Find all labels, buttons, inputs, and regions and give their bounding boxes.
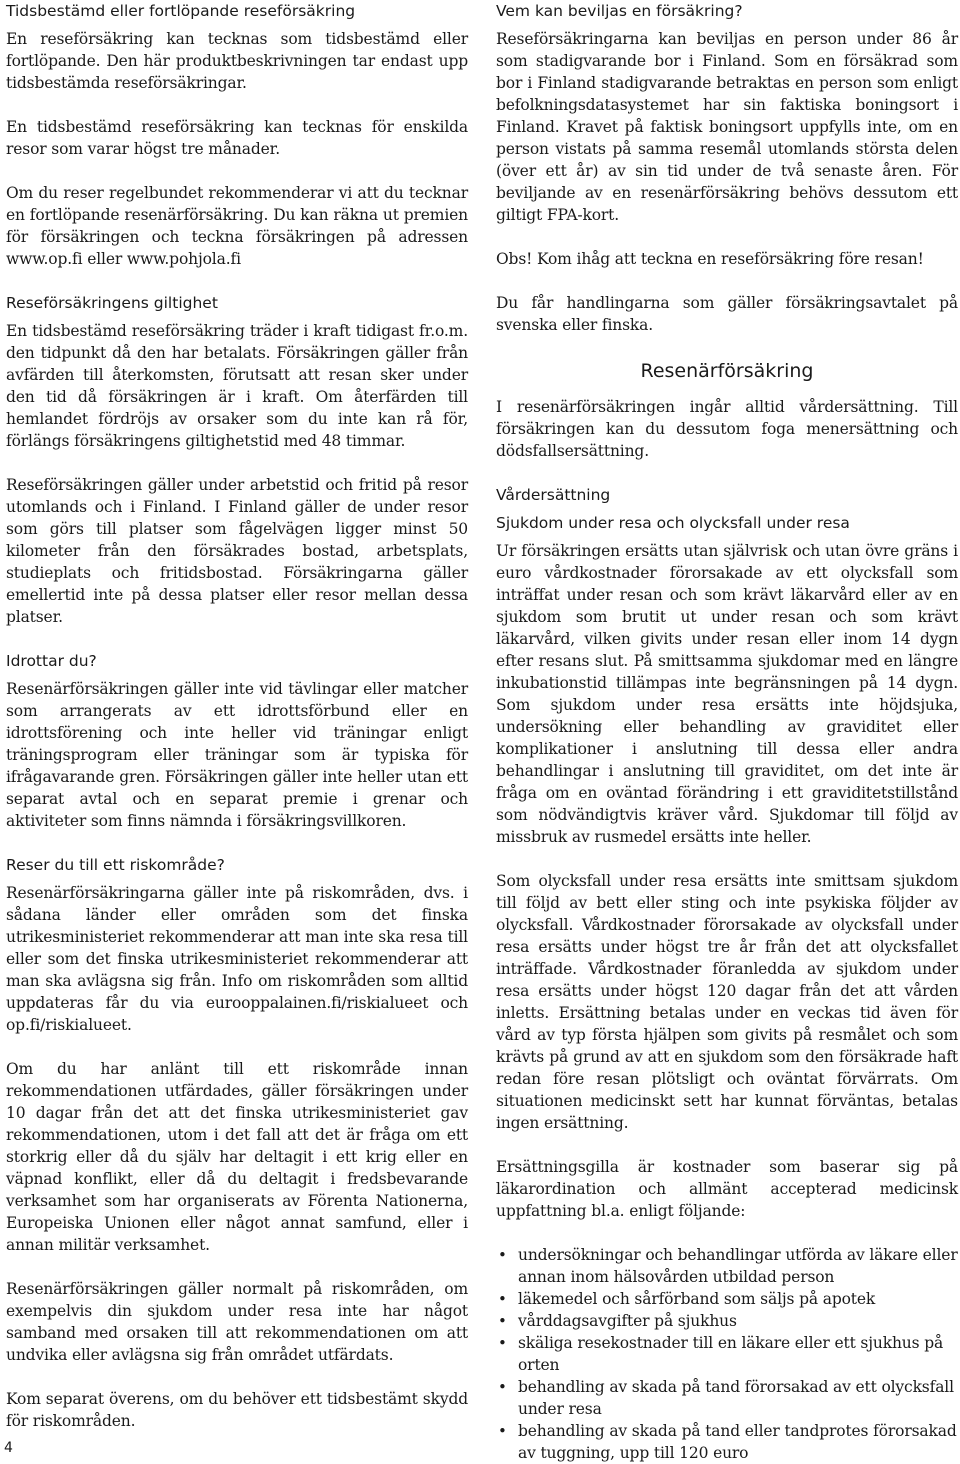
list-item: • behandling av skada på tand förorsakad av ett olycksfall under resa [518, 1376, 958, 1420]
heading-illness-accident: Sjukdom under resa och olycksfall under resa [496, 514, 850, 532]
paragraph: En tidsbestämd reseförsäkring träder i kraft tidigast fr.o.m. den tidpunkt då den har betalats. Försäkringen gäller från avfärden till återkomsten, förutsatt att resan sker under den tid då försäkringen är i kraft. Om återfärden till hemlandet fördröjs av orsaker som du inte kan rå för, förlängs försäkringens giltighetstid med 48 timmar. [6, 322, 468, 450]
section-title-traveller-insurance: Resenärförsäkring [640, 360, 814, 382]
paragraph: Kom separat överens, om du behöver ett tidsbestämt skydd för riskområden. [6, 1390, 468, 1430]
list-item: • vårddagsavgifter på sjukhus [518, 1310, 958, 1332]
heading-eligibility: Vem kan beviljas en försäkring? [496, 2, 743, 20]
heading-care-compensation: Vårdersättning [496, 486, 611, 504]
paragraph: Resenärförsäkringarna gäller inte på riskområden, dvs. i sådana länder eller områden som det finska utrikesministeriet rekommenderar att man inte ska resa till eller som det finska utrikesministeriet rekommenderar att man ska avlägsna sig från. Info om riskområden som alltid uppdateras får du via eurooppalainen.fi/riskialueet och op.fi/riskialueet. [6, 884, 468, 1034]
list-item: • behandling av skada på tand eller tandprotes förorsakad av tuggning, upp till 120 euro [518, 1420, 958, 1464]
list-item: • undersökningar och behandlingar utförda av läkare eller annan inom hälsovården utbildad person [518, 1244, 958, 1288]
paragraph: Resenärförsäkringen gäller inte vid tävlingar eller matcher som arrangerats av ett idrottsförbund eller en idrottsförening och inte heller vid träningar enligt träningsprogram eller träningar som är typiska för ifrågavarande gren. Försäkringen gäller inte heller utan ett separat avtal och en separat premie i grenar och aktiviteter som finns nämnda i försäkringsvillkoren. [6, 680, 468, 830]
paragraph: Om du reser regelbundet rekommenderar vi att du tecknar en fortlöpande resenärförsäkring. Du kan räkna ut premien för försäkringen och teckna försäkringen på adressen www.op.fi eller www.pohjola.fi [6, 184, 468, 268]
left-column [6, 0, 468, 1454]
list-item: • skäliga resekostnader till en läkare eller ett sjukhus på orten [518, 1332, 958, 1376]
heading-insurance-type: Tidsbestämd eller fortlöpande reseförsäkring [6, 2, 356, 20]
paragraph: Ur försäkringen ersätts utan självrisk och utan övre gräns i euro vårdkostnader förorsakade av ett olycksfall som inträffat under resan och som krävt läkarvård eller av en sjukdom som brutit ut under resan och som krävt läkarvård, vilken givits under resan eller inom 14 dygn efter resans slut. På smittsamma sjukdomar med en längre inkubationstid tillämpas inte begränsningen på 14 dygn. Som sjukdom under resa ersätts inte höjdsjuka, undersökning eller behandling av graviditet eller komplikationer i anslutning till dessa eller andra behandlingar i anslutning till graviditet, om det inte är fråga om en oväntad förändring i ett graviditetstillstånd som nödvändigtvis kräver vård. Sjukdomar till följd av missbruk av rusmedel ersätts inte heller. [496, 542, 958, 846]
paragraph: I resenärförsäkringen ingår alltid vårdersättning. Till försäkringen kan du dessutom foga menersättning och dödsfallsersättning. [496, 398, 958, 460]
heading-validity: Reseförsäkringens giltighet [6, 294, 218, 312]
page-number: 4 [4, 1440, 13, 1456]
paragraph: Reseförsäkringarna kan beviljas en person under 86 år som stadigvarande bor i Finland. Som en försäkrad som bor i Finland stadigvarande betraktas en person som enligt befolkningsdatasystemet har sin faktiska boningsort i Finland. Kravet på faktisk boningsort uppfylls inte, om en person vistats på samma resemål utomlands största delen (över ett år) av sin tid under de två senaste åren. För beviljande av en resenärförsäkring behövs dessutom ett giltigt FPA-kort. [496, 30, 958, 224]
paragraph: Som olycksfall under resa ersätts inte smittsam sjukdom till följd av bett eller sting och inte psykiska följder av olycksfall. Vårdkostnader förorsakade av olycksfall under resa ersätts under högst tre år från det att olycksfallet inträffade. Vårdkostnader föranledda av sjukdom under resa ersätts under högst 120 dagar från det att vården inletts. Ersättning betalas under en veckas tid även för vård av typ första hjälpen som givits på resmålet och som krävts på grund av att en sjukdom som den försäkrade haft redan före resan plötsligt och oväntat förvärrats. Om situationen medicinskt sett har kunnat förväntas, betalas ingen ersättning. [496, 872, 958, 1132]
compensable-costs-list [496, 1244, 958, 1464]
paragraph: En reseförsäkring kan tecknas som tidsbestämd eller fortlöpande. Den här produktbeskrivningen tar endast upp tidsbestämda reseförsäkringar. [6, 30, 468, 92]
paragraph: En tidsbestämd reseförsäkring kan tecknas för enskilda resor som varar högst tre månader. [6, 118, 468, 158]
paragraph: Ersättningsgilla är kostnader som baserar sig på läkarordination och allmänt accepterad medicinsk uppfattning bl.a. enligt följande: [496, 1158, 958, 1220]
list-item: • läkemedel och sårförband som säljs på apotek [518, 1288, 958, 1310]
right-column [496, 0, 958, 1464]
paragraph: Reseförsäkringen gäller under arbetstid och fritid på resor utomlands och i Finland. I Finland gäller de under resor som görs till platser som fågelvägen ligger minst 50 kilometer från den försäkrades bostad, arbetsplats, studieplats och fritidsbostad. Försäkringarna gäller emellertid inte på dessa platser eller resor mellan dessa platser. [6, 476, 468, 626]
paragraph: Du får handlingarna som gäller försäkringsavtalet på svenska eller finska. [496, 294, 958, 334]
heading-risk-area: Reser du till ett riskområde? [6, 856, 225, 874]
paragraph: Resenärförsäkringen gäller normalt på riskområden, om exempelvis din sjukdom under resa inte har något samband med orsaken till att rekommendationen om att undvika eller avlägsna sig från området utfärdats. [6, 1280, 468, 1364]
heading-sports: Idrottar du? [6, 652, 97, 670]
paragraph: Obs! Kom ihåg att teckna en reseförsäkring före resan! [496, 250, 924, 268]
paragraph: Om du har anlänt till ett riskområde innan rekommendationen utfärdades, gäller försäkringen under 10 dagar från det att det finska utrikesministeriet gav rekommendationen, utom i det fall att det är fråga om ett storkrig eller då du själv har deltagit i ett krig eller en väpnad konflikt, eller då du deltagit i fredsbevarande verksamhet som har organiserats av Förenta Nationerna, Europeiska Unionen eller något annat samfund, eller i annan militär verksamhet. [6, 1060, 468, 1254]
